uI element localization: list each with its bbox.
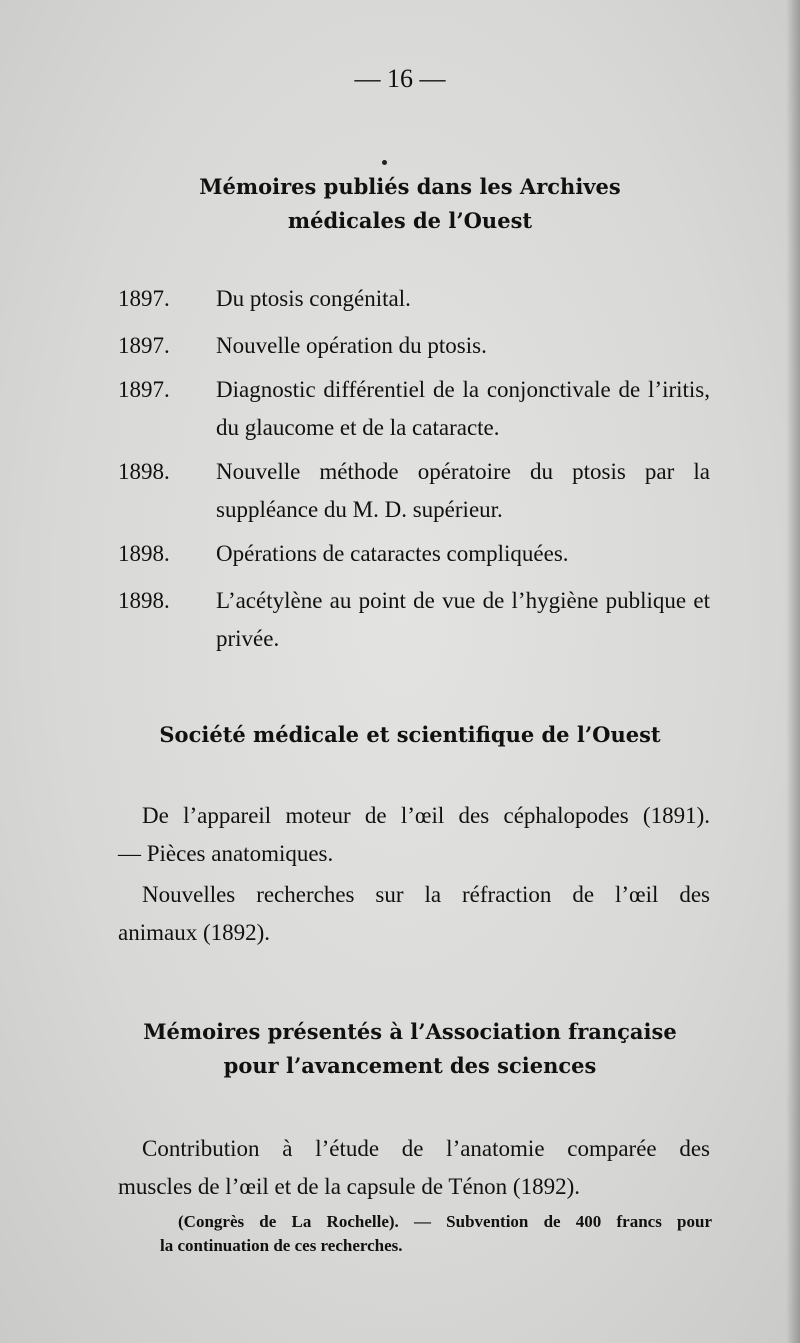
paragraph-line: animaux (1892).	[118, 920, 271, 945]
heading-line: Mémoires présentés à l’Association française	[143, 1019, 677, 1044]
paragraph-line: Nouvelles recherches sur la réfraction de l’œil des	[142, 882, 710, 907]
footnote	[160, 1210, 712, 1258]
entry-title: Nouvelle opération du ptosis.	[216, 333, 487, 358]
list-item	[118, 327, 710, 365]
footnote-line: (Congrès de La Rochelle). — Subvention de 400 francs pour	[178, 1212, 712, 1231]
page-edge-shadow	[786, 0, 800, 1343]
heading-line: médicales de l’Ouest	[287, 208, 533, 233]
paragraph	[118, 876, 710, 952]
entry-title: Opérations de cataractes compliquées.	[216, 541, 569, 566]
footnote-line: la continuation de ces recherches.	[160, 1236, 403, 1255]
section-heading-archives	[120, 170, 700, 238]
heading-line: pour l’avancement des sciences	[223, 1053, 597, 1078]
list-item	[118, 582, 710, 658]
list-item	[118, 280, 710, 318]
entry-title: Diagnostic différentiel de la conjonctivale de l’iritis, du glaucome et de la cataracte.	[216, 377, 710, 440]
section-heading-association	[120, 1015, 700, 1083]
entry-year: 1898.	[118, 541, 170, 566]
entry-year: 1897.	[118, 286, 170, 311]
entry-year: 1898.	[118, 588, 170, 613]
paragraph	[118, 797, 710, 873]
paragraph-line: De l’appareil moteur de l’œil des céphalopodes (1891).	[142, 803, 710, 828]
heading-line: Mémoires publiés dans les Archives	[199, 174, 621, 199]
list-item	[118, 535, 710, 573]
entry-title: L’acétylène au point de vue de l’hygiène publique et privée.	[216, 588, 710, 651]
ink-speck	[382, 160, 387, 165]
entry-title: Nouvelle méthode opératoire du ptosis par la suppléance du M. D. supérieur.	[216, 459, 710, 522]
paragraph-line: Contribution à l’étude de l’anatomie comparée des	[142, 1136, 710, 1161]
list-item	[118, 371, 710, 447]
heading-line: Société médicale et scientifique de l’Ouest	[159, 722, 661, 747]
entry-year: 1897.	[118, 333, 170, 358]
entry-year: 1897.	[118, 377, 170, 402]
entry-year: 1898.	[118, 459, 170, 484]
page-number: — 16 —	[354, 64, 446, 93]
section-heading-societe	[120, 718, 700, 752]
paragraph-line: muscles de l’œil et de la capsule de Ténon (1892).	[118, 1174, 580, 1199]
paragraph	[118, 1130, 710, 1206]
list-item	[118, 453, 710, 529]
entry-title: Du ptosis congénital.	[216, 286, 411, 311]
paragraph-line: — Pièces anatomiques.	[118, 841, 334, 866]
